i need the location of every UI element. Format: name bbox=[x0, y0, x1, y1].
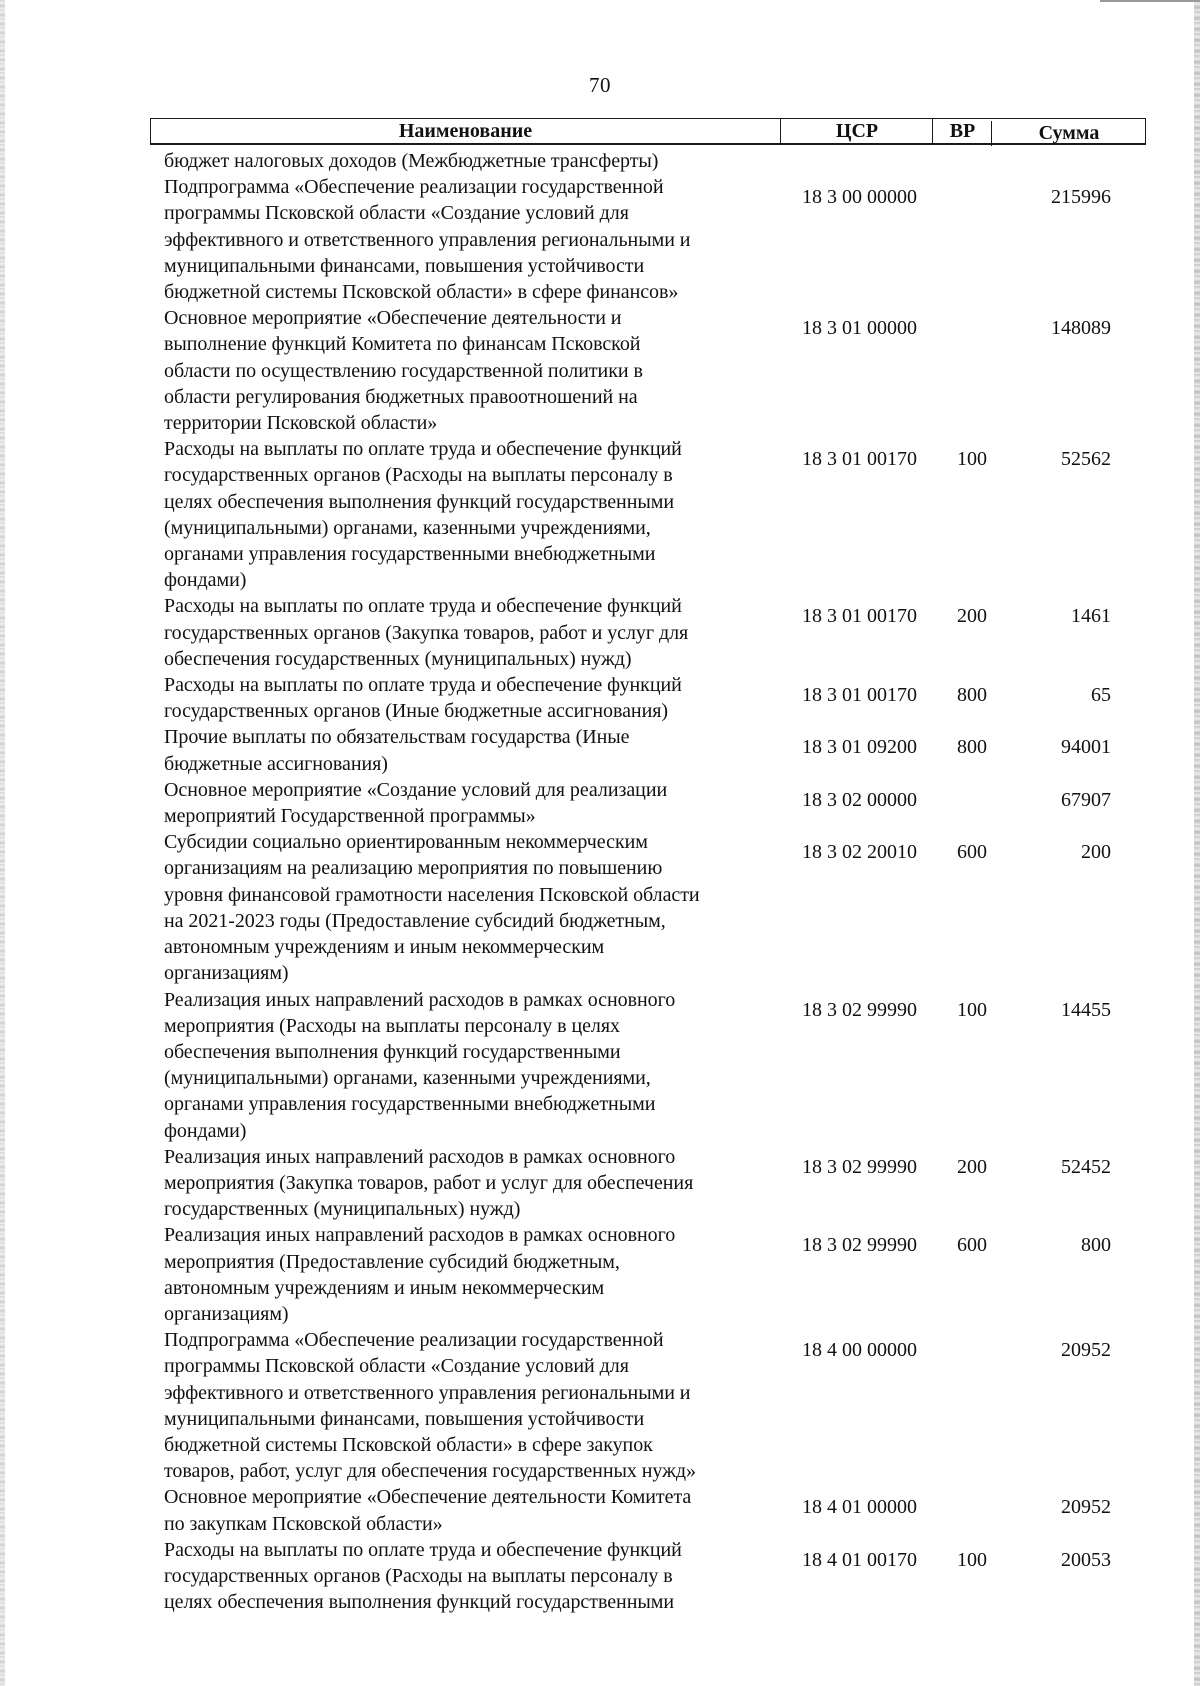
row-name: Реализация иных направлений расходов в рамках основного мероприятия (Расходы на выплаты персоналу в целях обеспечения выполнения функций государственными (муниципальными) органами, казенными учреждениями, органами управления государственными внебюджетными фондами) bbox=[164, 988, 676, 1142]
row-name: Реализация иных направлений расходов в рамках основного мероприятия (Закупка товаров, работ и услуг для обеспечения государственных (муниципальных) нужд) bbox=[164, 1145, 694, 1221]
table-row bbox=[0, 148, 1200, 174]
table-header bbox=[150, 118, 1146, 145]
table-row bbox=[0, 593, 1200, 672]
row-name: Реализация иных направлений расходов в рамках основного мероприятия (Предоставление субсидий бюджетным, автономным учреждениям и иным некоммерческим организациям) bbox=[164, 1224, 676, 1325]
row-csr: 18 3 01 09200 bbox=[802, 736, 917, 759]
row-name: бюджет налоговых доходов (Межбюджетные трансферты) bbox=[164, 150, 659, 172]
row-csr: 18 3 02 99990 bbox=[802, 1234, 917, 1257]
header-name: Наименование bbox=[398, 120, 533, 142]
table-row bbox=[0, 436, 1200, 593]
table-row bbox=[0, 987, 1200, 1144]
table-row bbox=[0, 1222, 1200, 1327]
table-row bbox=[0, 672, 1200, 724]
scan-mark bbox=[1100, 0, 1200, 2]
page-number: 70 bbox=[589, 73, 611, 97]
row-sum: 1461 bbox=[1071, 605, 1111, 628]
row-sum: 215996 bbox=[1051, 186, 1111, 209]
row-sum: 94001 bbox=[1061, 736, 1111, 759]
row-sum: 14455 bbox=[1061, 998, 1111, 1021]
row-csr: 18 4 01 00170 bbox=[802, 1548, 917, 1571]
row-sum: 67907 bbox=[1061, 788, 1111, 811]
row-csr: 18 3 02 00000 bbox=[802, 788, 917, 811]
row-name: Субсидии социально ориентированным некоммерческим организациям на реализацию мероприятия по повышению уровня финансовой грамотности населения Псковской области на 2021-2023 годы (Предоставление субсидий бюджетным, автономным учреждениям и иным некоммерческим организациям) bbox=[164, 831, 700, 985]
table-body bbox=[0, 148, 1200, 1615]
row-name: Прочие выплаты по обязательствам государства (Иные бюджетные ассигнования) bbox=[164, 726, 630, 775]
row-csr: 18 3 02 20010 bbox=[802, 841, 917, 864]
table-row bbox=[0, 777, 1200, 829]
table-row bbox=[0, 305, 1200, 436]
row-vr: 200 bbox=[957, 1155, 987, 1178]
row-name: Расходы на выплаты по оплате труда и обеспечение функций государственных органов (Закупка товаров, работ и услуг для обеспечения государственных (муниципальных) нужд) bbox=[164, 595, 689, 670]
row-sum: 52562 bbox=[1061, 448, 1111, 471]
table-row bbox=[0, 1327, 1200, 1484]
row-name: Основное мероприятие «Обеспечение деятельности Комитета по закупкам Псковской области» bbox=[164, 1486, 692, 1535]
row-name: Расходы на выплаты по оплате труда и обеспечение функций государственных органов (Расходы на выплаты персоналу в целях обеспечения выполнения функций государственными (муниципальными) органами, казенными учреждениями, органами управления государственными внебюджетными фондами) bbox=[164, 438, 682, 592]
row-name: Подпрограмма «Обеспечение реализации государственной программы Псковской области «Создание условий для эффективного и ответственного управления региональными и муниципальными финансами, повышения устойчивости бюджетной системы Псковской области» в сфере закупок товаров, работ, услуг для обеспечения государственных нужд» bbox=[164, 1329, 696, 1483]
row-name: Основное мероприятие «Обеспечение деятельности и выполнение функций Комитета по финансам Псковской области по осуществлению государственной политики в области регулирования бюджетных правоотношений на территории Псковской области» bbox=[164, 307, 643, 435]
row-sum: 20952 bbox=[1061, 1496, 1111, 1519]
header-sum: Сумма bbox=[991, 121, 1146, 146]
row-vr: 100 bbox=[957, 448, 987, 471]
row-csr: 18 3 01 00170 bbox=[802, 605, 917, 628]
row-vr: 200 bbox=[957, 605, 987, 628]
row-name: Подпрограмма «Обеспечение реализации государственной программы Псковской области «Создание условий для эффективного и ответственного управления региональными и муниципальными финансами, повышения устойчивости бюджетной системы Псковской области» в сфере финансов» bbox=[164, 176, 691, 304]
row-csr: 18 3 00 00000 bbox=[802, 186, 917, 209]
row-csr: 18 3 01 00170 bbox=[802, 448, 917, 471]
header-csr: ЦСР bbox=[780, 119, 933, 144]
row-sum: 20053 bbox=[1061, 1548, 1111, 1571]
row-vr: 600 bbox=[957, 1234, 987, 1257]
row-csr: 18 3 01 00000 bbox=[802, 317, 917, 340]
row-csr: 18 4 01 00000 bbox=[802, 1496, 917, 1519]
row-sum: 20952 bbox=[1061, 1339, 1111, 1362]
row-vr: 100 bbox=[957, 1548, 987, 1571]
row-name: Основное мероприятие «Создание условий для реализации мероприятий Государственной программы» bbox=[164, 778, 668, 828]
header-vr: ВР bbox=[932, 119, 992, 144]
row-vr: 800 bbox=[957, 736, 987, 759]
table-row bbox=[0, 724, 1200, 776]
row-vr: 800 bbox=[957, 684, 987, 707]
row-sum: 800 bbox=[1081, 1234, 1111, 1257]
row-csr: 18 4 00 00000 bbox=[802, 1339, 917, 1362]
row-sum: 200 bbox=[1081, 841, 1111, 864]
table-row bbox=[0, 1484, 1200, 1536]
table-row bbox=[0, 174, 1200, 305]
row-sum: 148089 bbox=[1051, 317, 1111, 340]
row-vr: 100 bbox=[957, 998, 987, 1021]
row-name: Расходы на выплаты по оплате труда и обеспечение функций государственных органов (Расходы на выплаты персоналу в целях обеспечения выполнения функций государственными bbox=[164, 1538, 682, 1614]
row-csr: 18 3 02 99990 bbox=[802, 1155, 917, 1178]
row-csr: 18 3 02 99990 bbox=[802, 998, 917, 1021]
row-sum: 65 bbox=[1091, 684, 1111, 707]
row-name: Расходы на выплаты по оплате труда и обеспечение функций государственных органов (Иные бюджетные ассигнования) bbox=[164, 674, 682, 723]
row-sum: 52452 bbox=[1061, 1155, 1111, 1178]
row-vr: 600 bbox=[957, 841, 987, 864]
row-csr: 18 3 01 00170 bbox=[802, 684, 917, 707]
table-row bbox=[0, 1144, 1200, 1223]
table-row bbox=[0, 829, 1200, 986]
table-row bbox=[0, 1537, 1200, 1616]
page-number-container bbox=[0, 73, 1200, 98]
